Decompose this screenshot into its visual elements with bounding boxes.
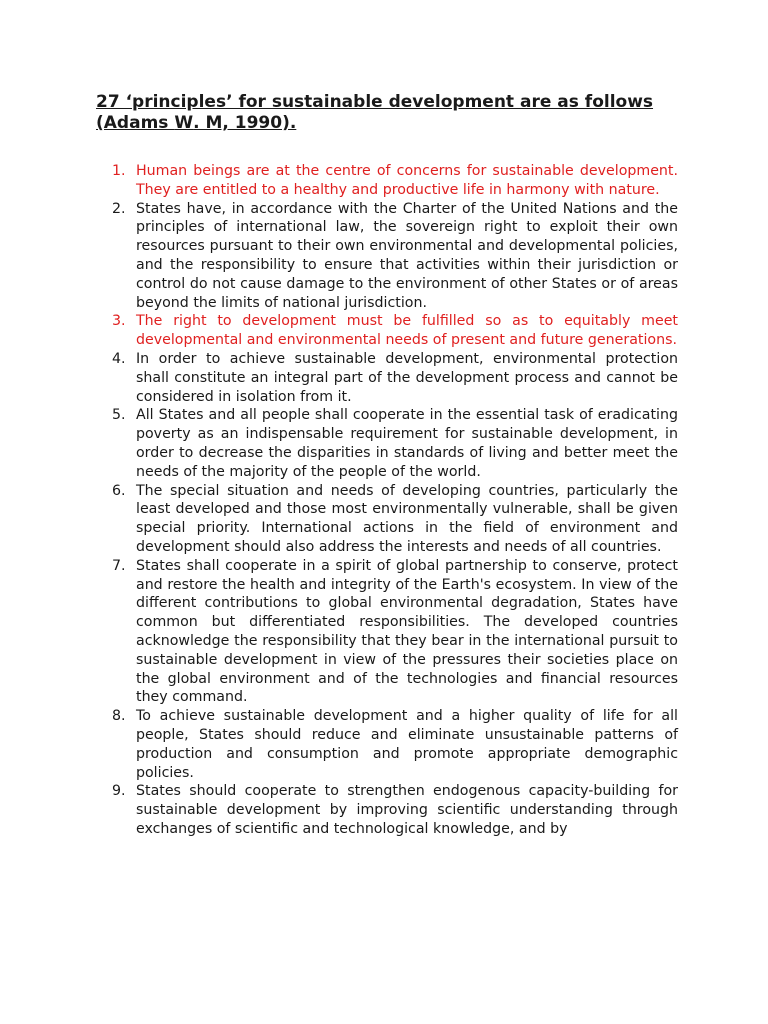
list-item [96,312,678,350]
title-line: 27 ‘principles’ for sustainable development are as follows [96,92,654,112]
item-text: States shall cooperate in a spirit of global partnership to conserve, protect and restore the health and integrity of the Earth's ecosystem. In view of the different contributions to global environmental degradation, States have common but differentiated responsibilities. The developed countries acknowledge the responsibility that they bear in the international pursuit to sustainable development in view of the pressures their societies place on the global environment and of the technologies and financial resources they command. [136,557,678,706]
list-item [96,707,678,782]
citation-close: . M, 1990). [193,113,297,133]
item-number: 3. [112,313,126,330]
list-item [96,782,678,838]
item-text: States have, in accordance with the Charter of the United Nations and the principles of international law, the sovereign right to exploit their own resources pursuant to their own environmental and developmental policies, and the responsibility to ensure that activities within their jurisdiction or control do not cause damage to the environment of other States or of areas beyond the limits of national jurisdiction. [136,200,678,311]
item-number: 5. [112,407,126,424]
citation-initial: W [174,113,194,133]
item-number: 7. [112,557,126,574]
principles-list [96,162,678,839]
list-item [96,162,678,200]
item-number: 6. [112,482,126,499]
item-text: To achieve sustainable development and a higher quality of life for all people, States should reduce and eliminate unsustainable patterns of production and consumption and promote appropriate demographic policies. [136,708,678,781]
item-text: States should cooperate to strengthen endogenous capacity-building for sustainable development by improving scientific understanding through exchanges of scientific and technological knowledge, and by [136,783,678,837]
item-number: 2. [112,200,126,217]
item-text: In order to achieve sustainable development, environmental protection shall constitute an integral part of the development process and cannot be considered in isolation from it. [136,350,678,405]
citation-open: (Adams [96,113,175,133]
page-title [96,92,678,134]
list-item [96,406,678,481]
item-text: Human beings are at the centre of concerns for sustainable development. They are entitled to a healthy and productive life in harmony with nature. [136,163,678,198]
item-number: 8. [112,708,126,725]
item-number: 9. [112,783,126,800]
list-item [96,557,678,707]
item-number: 4. [112,350,126,367]
item-number: 1. [112,163,126,179]
item-text: The special situation and needs of developing countries, particularly the least developed and those most environmentally vulnerable, shall be given special priority. International actions in the field of environment and development should also address the interests and needs of all countries. [136,482,678,555]
list-item [96,200,678,313]
item-text: All States and all people shall cooperate in the essential task of eradicating poverty as an indispensable requirement for sustainable development, in order to decrease the disparities in standards of living and better meet the needs of the majority of the people of the world. [136,407,678,480]
list-item [96,350,678,406]
list-item [96,482,678,557]
item-text: The right to development must be fulfilled so as to equitably meet developmental and environmental needs of present and future generations. [136,313,678,349]
